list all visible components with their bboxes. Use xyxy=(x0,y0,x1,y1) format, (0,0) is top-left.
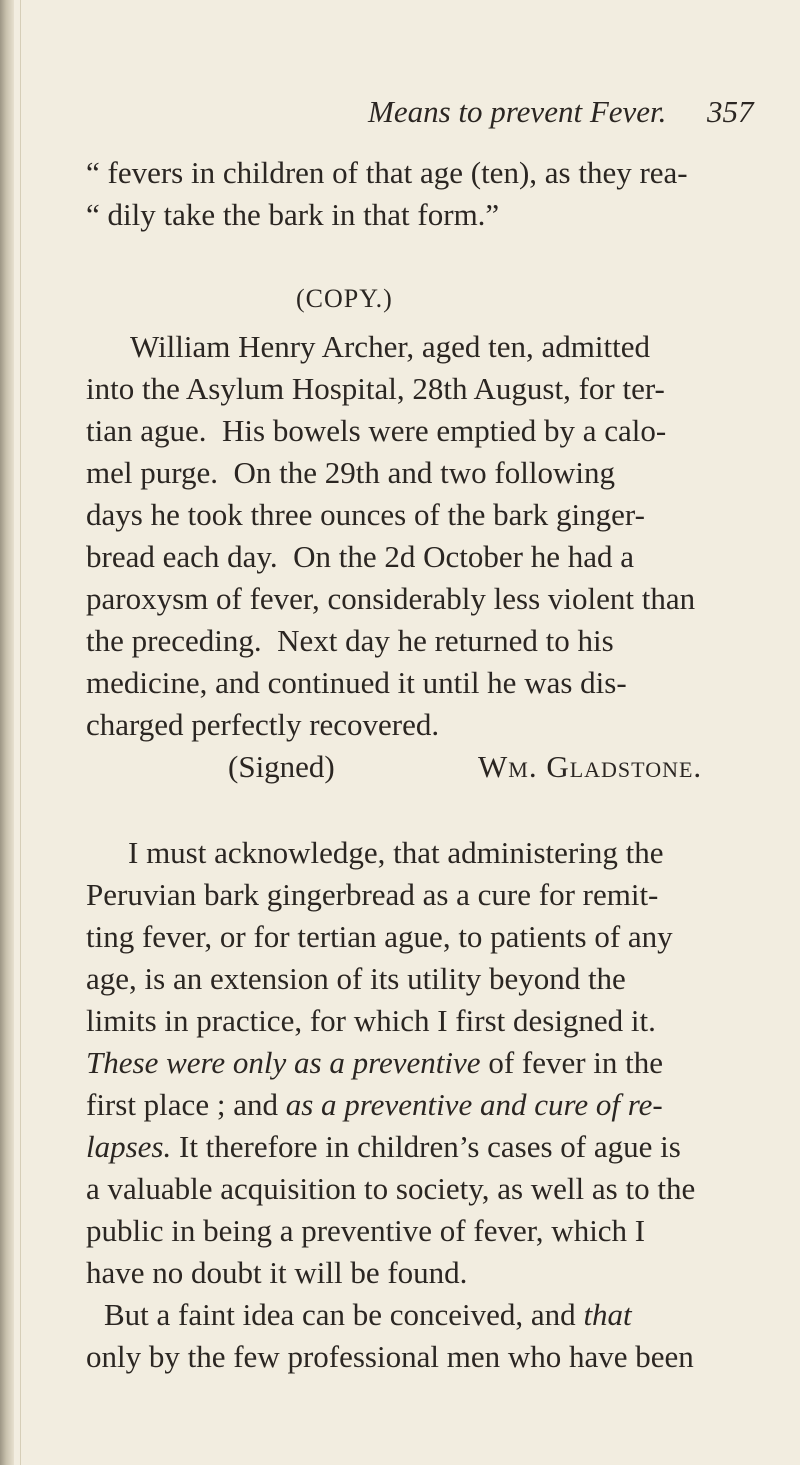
body-line: only by the few professional men who have been xyxy=(86,1339,694,1374)
body-line: limits in practice, for which I first designed it. xyxy=(86,1003,656,1038)
body-line: age, is an extension of its utility beyond the xyxy=(86,961,626,996)
body-line: have no doubt it will be found. xyxy=(86,1255,468,1290)
emphasis-text: as a preventive and cure of re- xyxy=(285,1087,663,1122)
body-text: But a faint idea can be conceived, and xyxy=(104,1297,584,1332)
signed-label: (Signed) xyxy=(228,749,335,784)
book-spine-shadow xyxy=(0,0,14,1465)
body-line xyxy=(86,1085,663,1125)
body-line: public in being a preventive of fever, which I xyxy=(86,1213,646,1248)
body-line: ting fever, or for tertian ague, to patients of any xyxy=(86,919,673,954)
body-text: of fever in the xyxy=(480,1045,664,1080)
body-line xyxy=(104,1295,632,1335)
page-number: 357 xyxy=(707,94,754,129)
certificate-line: paroxysm of fever, considerably less violent than xyxy=(86,581,696,616)
emphasis-text: lapses. xyxy=(86,1129,172,1164)
gutter-line xyxy=(20,0,21,1465)
body-line xyxy=(86,1043,663,1083)
certificate-line: tian ague. His bowels were emptied by a calo- xyxy=(86,413,667,448)
body-text: first place ; and xyxy=(86,1087,286,1122)
body-line: a valuable acquisition to society, as well as to the xyxy=(86,1171,696,1206)
certificate-line: bread each day. On the 2d October he had a xyxy=(86,539,634,574)
running-title: Means to prevent Fever. xyxy=(368,94,667,129)
certificate-line: into the Asylum Hospital, 28th August, for ter- xyxy=(86,371,665,406)
body-line: Peruvian bark gingerbread as a cure for remit- xyxy=(86,877,659,912)
certificate-line: mel purge. On the 29th and two following xyxy=(86,455,615,490)
emphasis-text: These were only as a preventive xyxy=(86,1045,481,1080)
quote-line: “ fevers in children of that age (ten), as they rea- xyxy=(86,155,688,190)
certificate-line: charged perfectly recovered. xyxy=(86,707,440,742)
emphasis-text: that xyxy=(583,1297,632,1332)
certificate-line: medicine, and continued it until he was dis- xyxy=(86,665,627,700)
signatory: Wm. Gladstone. xyxy=(478,749,703,784)
quote-line: “ dily take the bark in that form.” xyxy=(86,197,500,232)
body-text: It therefore in children’s cases of ague is xyxy=(171,1129,681,1164)
body-line: I must acknowledge, that administering the xyxy=(128,835,664,870)
certificate-line: William Henry Archer, aged ten, admitted xyxy=(130,329,651,364)
copy-heading: (COPY.) xyxy=(296,284,393,313)
certificate-line: days he took three ounces of the bark ginger- xyxy=(86,497,645,532)
body-line xyxy=(86,1127,681,1167)
certificate-line: the preceding. Next day he returned to his xyxy=(86,623,614,658)
